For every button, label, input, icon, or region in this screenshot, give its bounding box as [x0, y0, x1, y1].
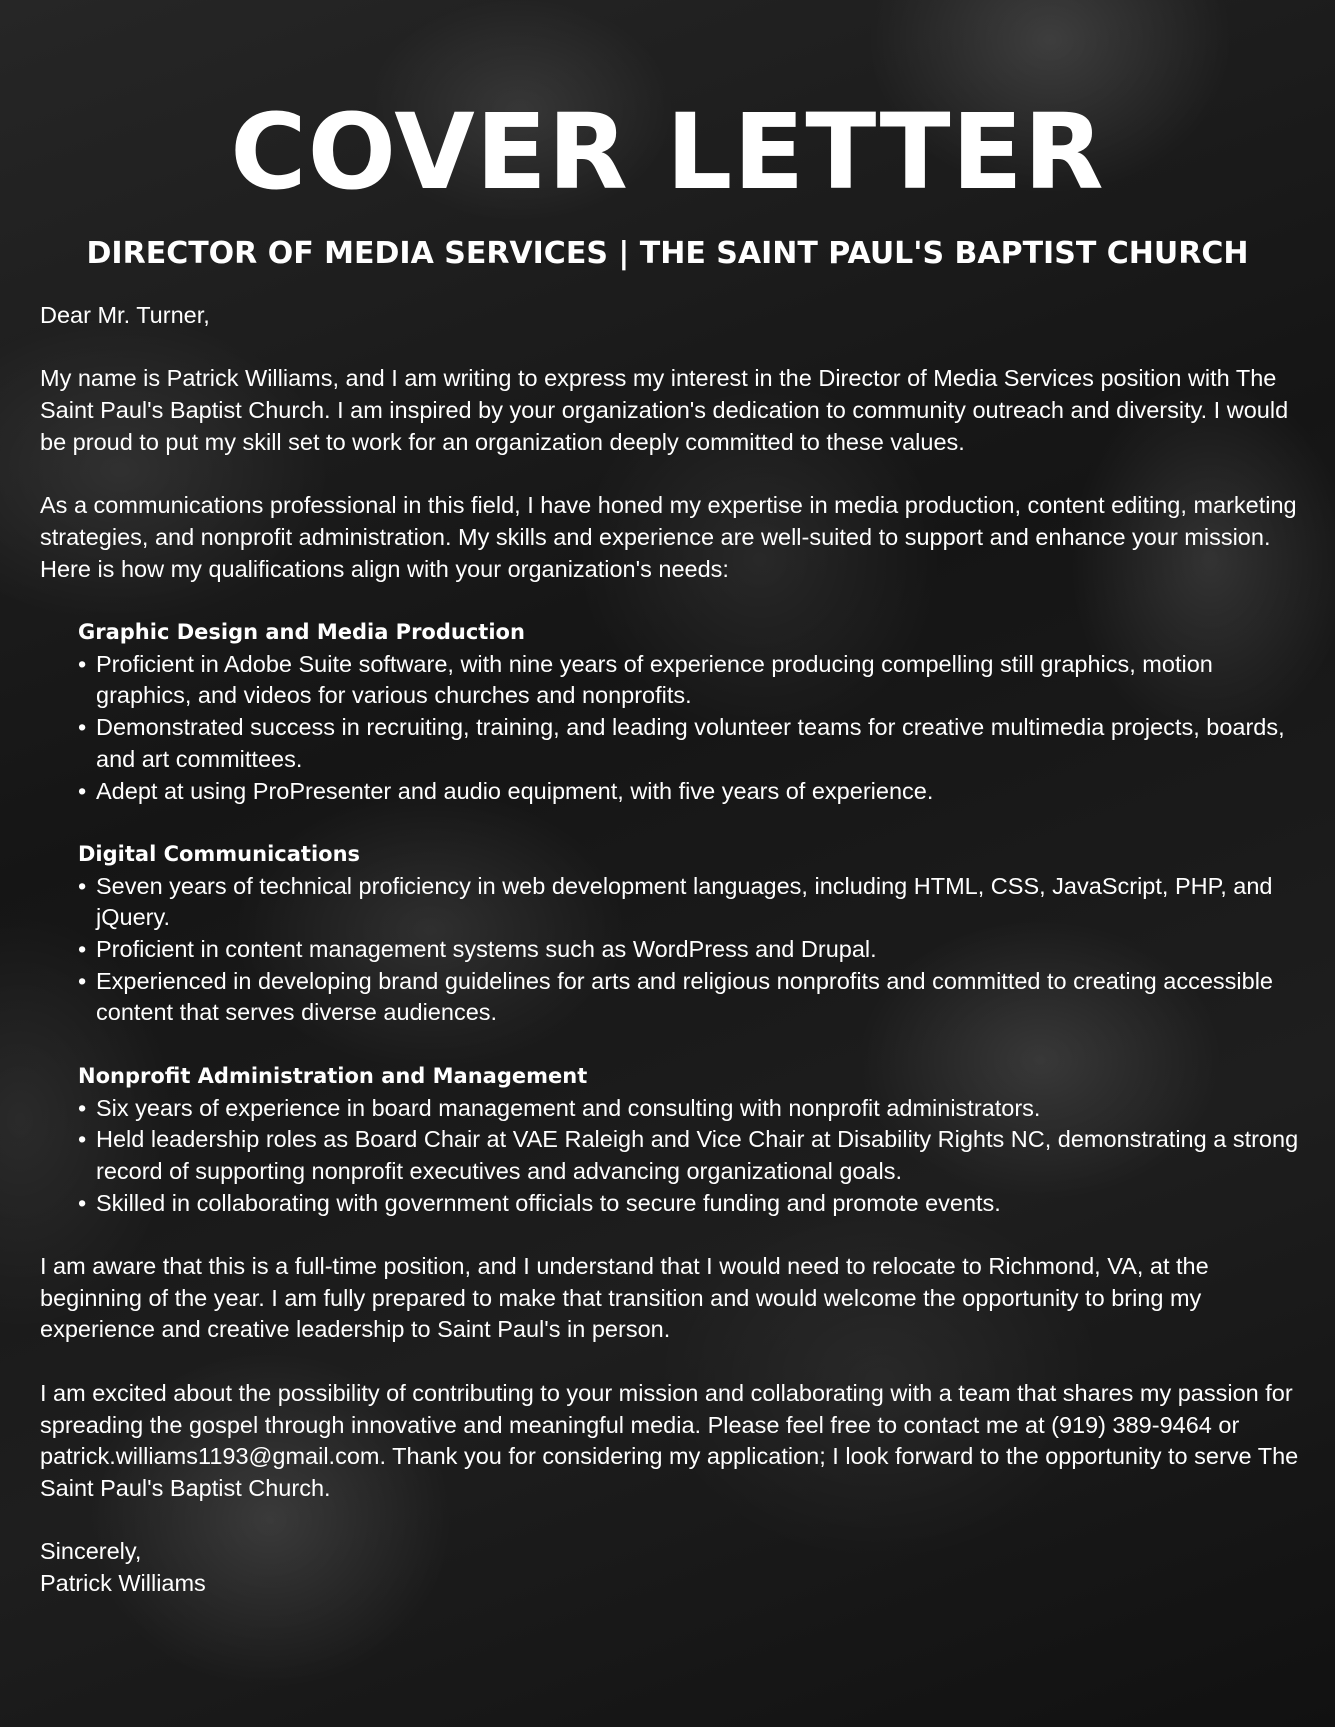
relocation-paragraph: I am aware that this is a full-time position, and I understand that I would need to relocate to Richmond, VA, at the beginning of the year. I am fully prepared to make that transition and would welcome the opportunity to bring my experience and creative leadership to Saint Paul's in person. [40, 1253, 1209, 1343]
signature-name: Patrick Williams [40, 1570, 206, 1596]
qualification-section-nonprofit-administration [78, 1061, 1300, 1220]
bullet-item: • Experienced in developing brand guidelines for arts and religious nonprofits and committed to creating accessible content that serves diverse audiences. [78, 966, 1300, 1029]
bullet-item: • Adept at using ProPresenter and audio equipment, with five years of experience. [78, 776, 1300, 808]
bullet-list [78, 649, 1300, 808]
signoff: Sincerely, [40, 1538, 142, 1565]
bullet-item: • Seven years of technical proficiency in web development languages, including HTML, CSS, JavaScript, PHP, and jQuery. [78, 871, 1300, 934]
salutation: Dear Mr. Turner, [40, 302, 210, 328]
bullet-list [78, 1093, 1300, 1220]
bullet-item: • Demonstrated success in recruiting, training, and leading volunteer teams for creative multimedia projects, boards, and art committees. [78, 712, 1300, 775]
bullet-item: • Proficient in Adobe Suite software, with nine years of experience producing compelling still graphics, motion graphics, and videos for various churches and nonprofits. [78, 649, 1300, 712]
qualification-section-graphic-design [78, 617, 1300, 807]
section-heading: Nonprofit Administration and Management [78, 1063, 588, 1088]
qualification-section-digital-communications [78, 839, 1300, 1029]
page-subtitle: DIRECTOR OF MEDIA SERVICES | THE SAINT PAUL'S BAPTIST CHURCH [86, 236, 1249, 271]
bullet-item: • Skilled in collaborating with government officials to secure funding and promote events. [78, 1188, 1300, 1220]
bullet-item: • Held leadership roles as Board Chair at VAE Raleigh and Vice Chair at Disability Rights NC, demonstrating a strong record of supporting nonprofit executives and advancing organizational goals. [78, 1124, 1300, 1187]
section-heading: Graphic Design and Media Production [78, 619, 525, 644]
bullet-list [78, 871, 1300, 1030]
background-paragraph: As a communications professional in this field, I have honed my expertise in media production, content editing, marketing strategies, and nonprofit administration. My skills and experience are well-suited to support and enhance your mission. Here is how my qualifications align with your organization's needs: [40, 492, 1297, 582]
bullet-item: • Six years of experience in board management and consulting with nonprofit administrators. [78, 1093, 1300, 1125]
bullet-item: • Proficient in content management systems such as WordPress and Drupal. [78, 934, 1300, 966]
letter-body [40, 300, 1300, 1600]
closing-paragraph: I am excited about the possibility of contributing to your mission and collaborating with a team that shares my passion for spreading the gospel through innovative and meaningful media. Please feel free to contact me at (919) 389-9464 or patrick.williams1193@gmail.com. Thank you for considering my application; I look forward to the opportunity to serve The Saint Paul's Baptist Church. [40, 1379, 1299, 1501]
page-title: COVER LETTER [230, 91, 1105, 213]
intro-paragraph: My name is Patrick Williams, and I am writing to express my interest in the Director of Media Services position with The Saint Paul's Baptist Church. I am inspired by your organization's dedication to community outreach and diversity. I would be proud to put my skill set to work for an organization deeply committed to these values. [40, 365, 1289, 455]
section-heading: Digital Communications [78, 841, 361, 866]
